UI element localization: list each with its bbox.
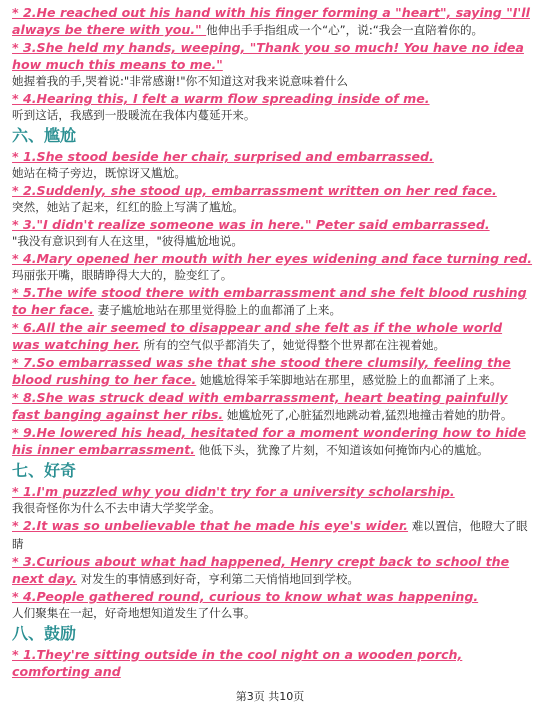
sentence-entry: [12, 148, 534, 182]
chinese-translation: 难以置信，他瞪大了眼睛: [12, 519, 528, 551]
sentence-entry: [12, 354, 534, 389]
sentence-entry: [12, 319, 534, 354]
chinese-translation: 他低下头，犹豫了片刻，不知道该如何掩饰内心的尴尬。: [195, 443, 489, 457]
chinese-translation: 所有的空气似乎都消失了，她觉得整个世界都在注视着她。: [139, 338, 446, 352]
sentence-entry: [12, 517, 534, 553]
english-sentence: * 4.Mary opened her mouth with her eyes widening and face turning red.: [12, 251, 533, 266]
sentence-entry: [12, 4, 534, 39]
document-page: [12, 4, 534, 680]
sentence-entry: [12, 424, 534, 459]
chinese-translation: 玛丽张开嘴，眼睛睁得大大的，脸变红了。: [12, 268, 233, 282]
english-sentence: * 8.She was struck dead with embarrassment, heart beating painfully fast banging against her ribs.: [12, 390, 508, 422]
chinese-translation: "我没有意识到有人在这里，"彼得尴尬地说。: [12, 234, 243, 248]
english-sentence: * 7.So embarrassed was she that she stood there clumsily, feeling the blood rushing to her face.: [12, 355, 511, 387]
english-sentence: * 3."I didn't realize someone was in here." Peter said embarrassed.: [12, 217, 490, 232]
section-heading: 七、好奇: [12, 461, 77, 480]
sentence-entry: [12, 39, 534, 90]
page-footer: 第3页 共10页: [235, 690, 305, 703]
english-sentence: * 4.People gathered round, curious to know what was happening.: [12, 589, 479, 604]
chinese-translation: 她握着我的手,哭着说:"非常感谢!"你不知道这对我来说意味着什么: [12, 74, 348, 88]
sentence-entry: [12, 250, 534, 284]
chinese-translation: 我很奇怪你为什么不去申请大学奖学金。: [12, 501, 221, 515]
sentence-entry: [12, 553, 534, 588]
sentence-entry: [12, 216, 534, 250]
sentence-entry: [12, 90, 534, 124]
english-sentence: * 3.Curious about what had happened, Henry crept back to school the next day.: [12, 554, 510, 586]
english-sentence: * 1.I'm puzzled why you didn't try for a university scholarship.: [12, 484, 455, 499]
english-sentence: * 9.He lowered his head, hesitated for a moment wondering how to hide his inner embarrassment.: [12, 425, 527, 457]
sentence-entry: [12, 646, 534, 680]
english-sentence: * 4.Hearing this, I felt a warm flow spreading inside of me.: [12, 91, 430, 106]
chinese-translation: 人们聚集在一起，好奇地想知道发生了什么事。: [12, 606, 256, 620]
chinese-translation: 她尴尬死了,心脏猛烈地跳动着,猛烈地撞击着她的肋骨。: [223, 408, 513, 422]
english-sentence: * 6.All the air seemed to disappear and she felt as if the whole world was watching her.: [12, 320, 503, 352]
english-sentence: * 3.She held my hands, weeping, "Thank you so much! You have no idea how much this means to me.": [12, 40, 524, 72]
sentence-entry: [12, 389, 534, 424]
chinese-translation: 她尴尬得笨手笨脚地站在那里，感觉脸上的血都涌了上来。: [196, 373, 502, 387]
sentence-entry: [12, 182, 534, 216]
section-heading: 六、尴尬: [12, 126, 77, 145]
chinese-translation: 妻子尴尬地站在那里觉得脸上的血都涌了上来。: [93, 303, 342, 317]
chinese-translation: 突然，她站了起来，红红的脸上写满了尴尬。: [12, 200, 244, 214]
english-sentence: * 1.They're sitting outside in the cool night on a wooden porch, comforting and: [12, 647, 463, 679]
chinese-translation: 对发生的事情感到好奇，亨利第二天悄悄地回到学校。: [77, 572, 359, 586]
sentence-entry: [12, 483, 534, 517]
section-heading: 八、鼓励: [12, 624, 77, 643]
sentence-entry: [12, 588, 534, 622]
english-sentence: * 1.She stood beside her chair, surprised and embarrassed.: [12, 149, 434, 164]
english-sentence: * 5.The wife stood there with embarrassment and she felt blood rushing to her face.: [12, 285, 527, 317]
english-sentence: * 2.He reached out his hand with his finger forming a "heart", saying "I'll always be there with you.": [12, 5, 530, 37]
english-sentence: * 2.Suddenly, she stood up, embarrassment written on her red face.: [12, 183, 497, 198]
english-sentence: * 2.It was so unbelievable that he made his eye's wider.: [12, 518, 409, 533]
chinese-translation: 听到这话，我感到一股暖流在我体内蔓延开来。: [12, 108, 256, 122]
sentence-entry: [12, 284, 534, 319]
chinese-translation: 她站在椅子旁边，既惊讶又尴尬。: [12, 166, 186, 180]
chinese-translation: 他伸出手手指组成一个“心”，说:“我会一直陪着你的。: [206, 23, 484, 37]
